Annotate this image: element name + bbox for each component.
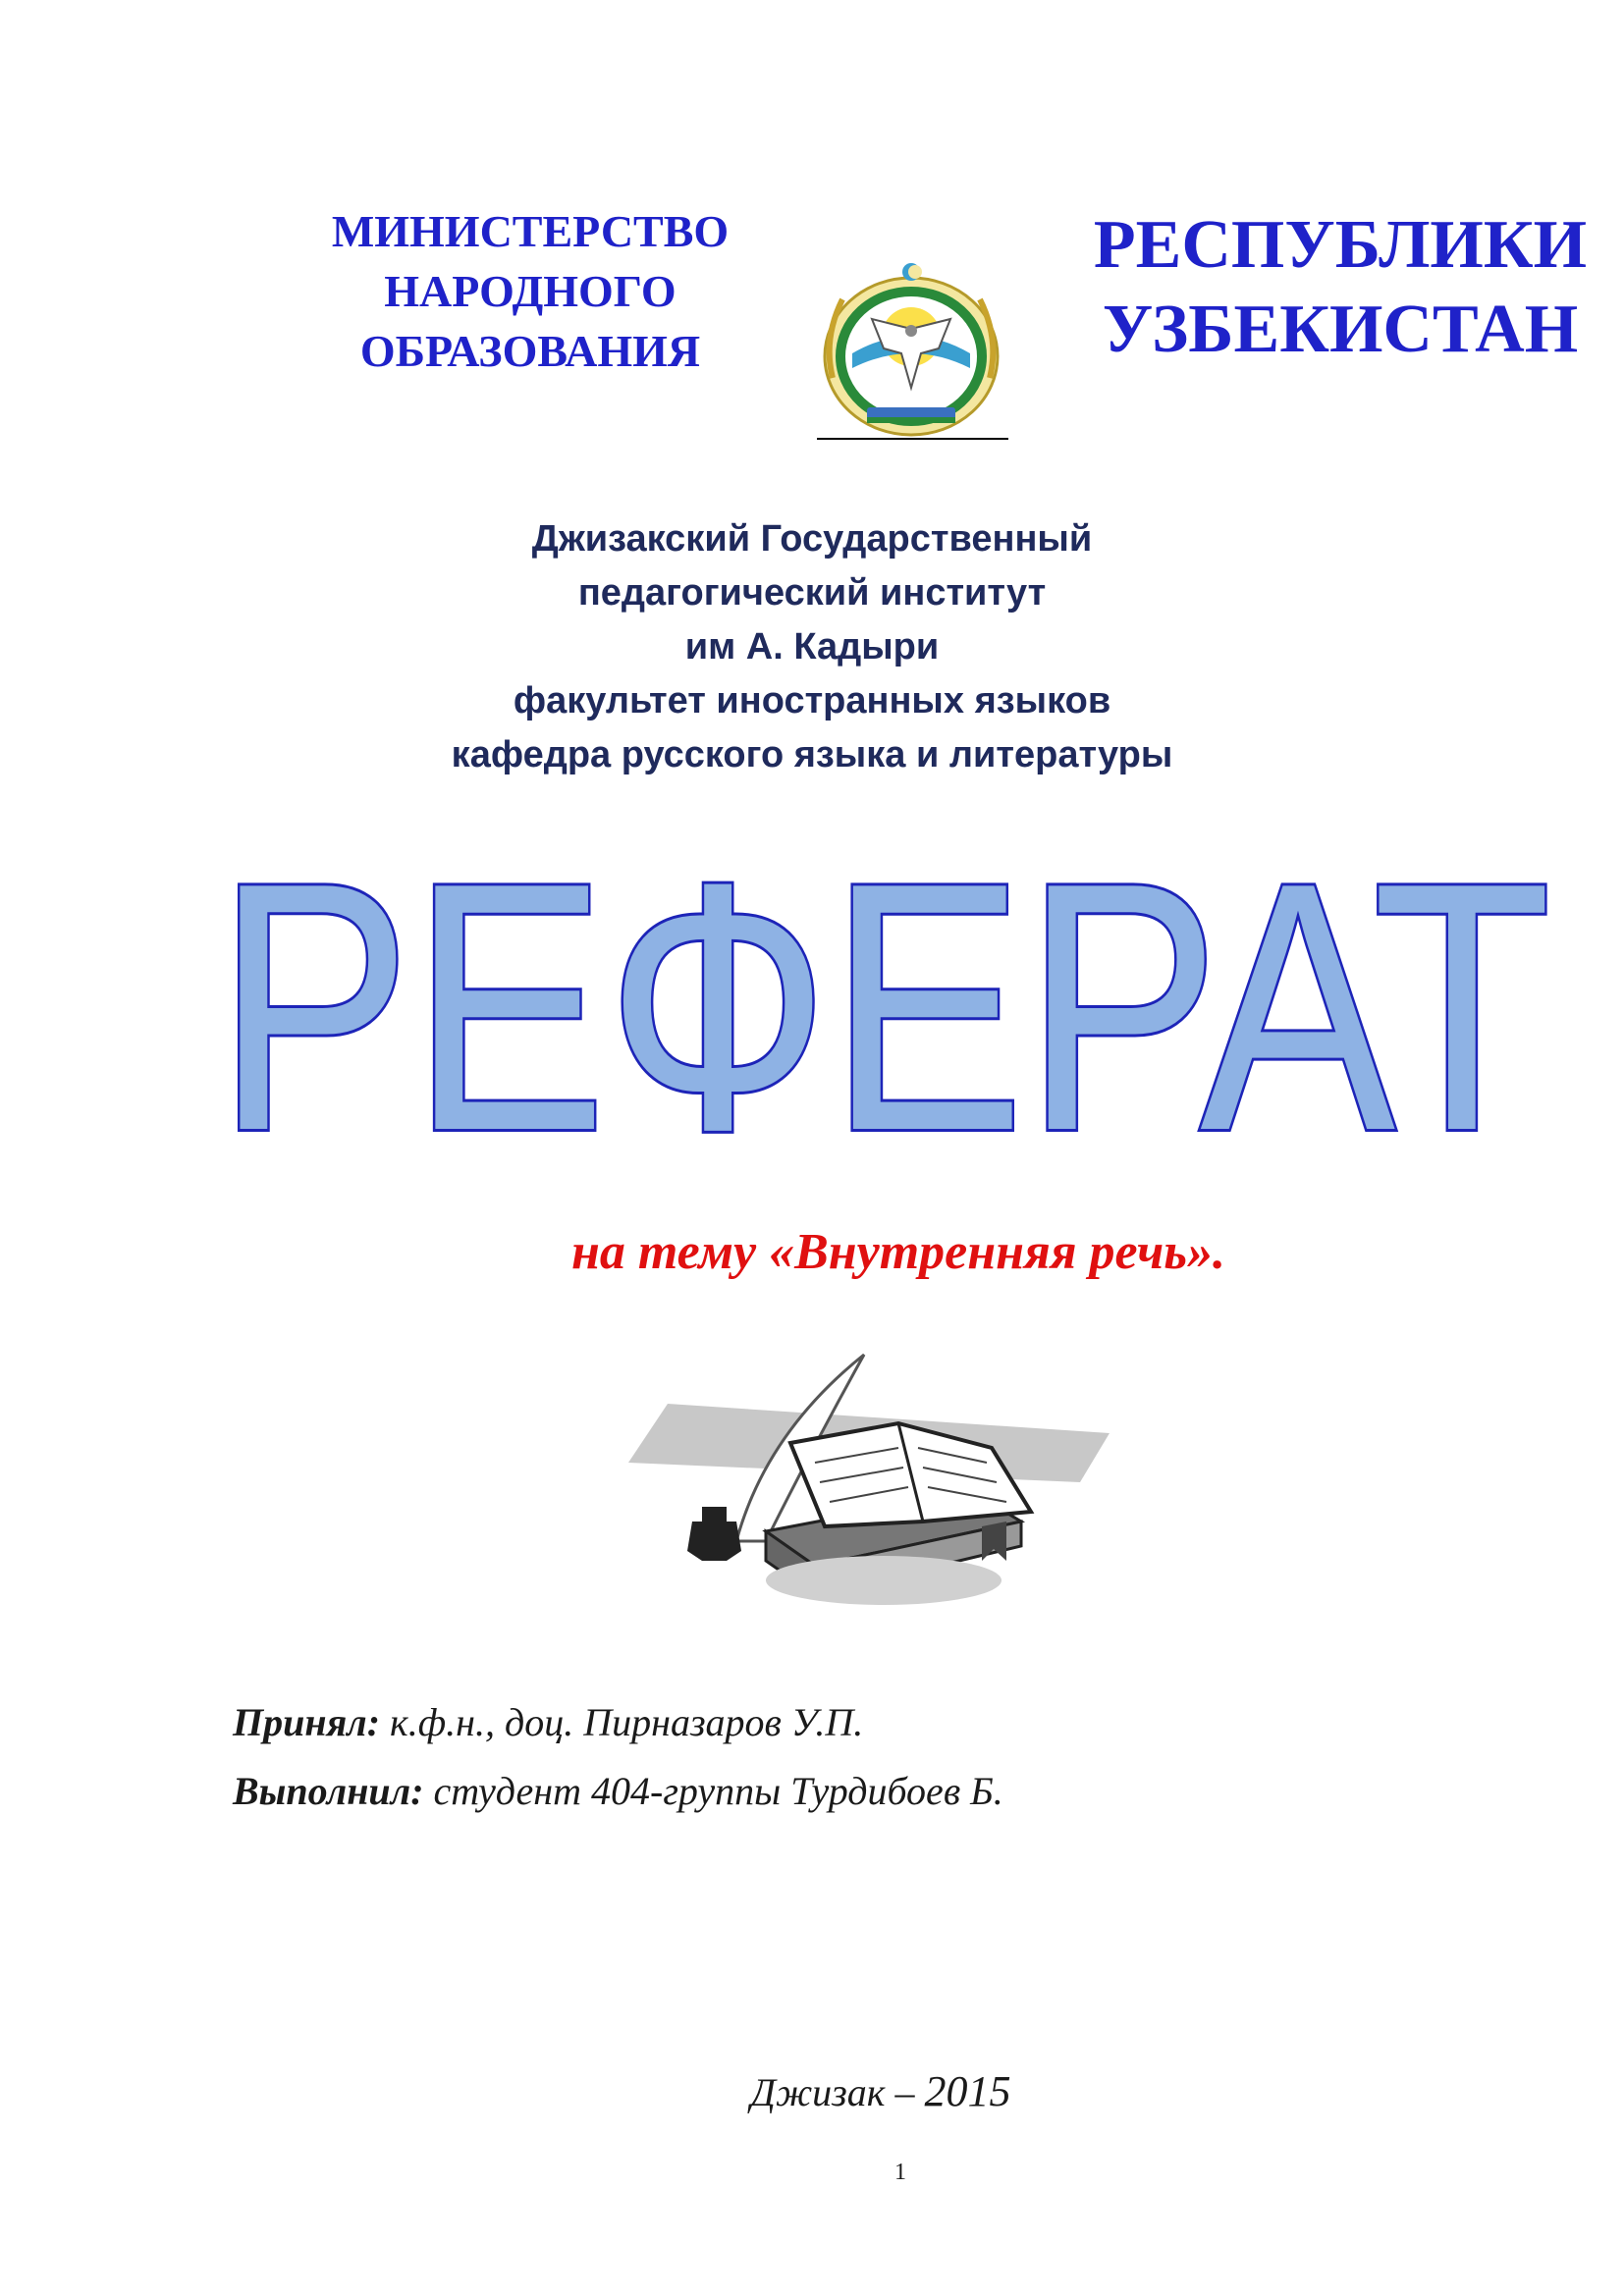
document-type-title [196, 844, 1571, 1158]
institute-line-1: Джизакский Государственный [531, 518, 1093, 560]
republic-line-1: РЕСПУБЛИКИ [1093, 207, 1588, 283]
year-text: 2015 [924, 2067, 1011, 2115]
books-and-quill-icon [619, 1315, 1129, 1629]
topic-line: на тему «Внутренняя речь». [570, 1224, 1226, 1280]
page-number: 1 [894, 2160, 906, 2185]
ministry-heading [295, 201, 766, 381]
institute-line-5: кафедра русского языка и литературы [451, 734, 1173, 775]
accepted-label: Принял: [233, 1700, 381, 1744]
ministry-line-3: ОБРАЗОВАНИЯ [359, 326, 701, 376]
signatures-block [233, 1688, 1411, 1826]
completed-value: студент 404-группы Турдибоев Б. [433, 1769, 1003, 1813]
accepted-value: к.ф.н., доц. Пирназаров У.П. [390, 1700, 864, 1744]
ministry-line-2: НАРОДНОГО [384, 266, 677, 316]
city-year [616, 2066, 1146, 2116]
republic-line-2: УЗБЕКИСТАН [1102, 292, 1579, 367]
emblem-underline [817, 438, 1008, 440]
republic-heading [1070, 203, 1610, 372]
completed-label: Выполнил: [233, 1769, 424, 1813]
accepted-by-row [233, 1688, 1411, 1757]
document-type-text: РЕФЕРАТ [216, 844, 1551, 1158]
institute-line-4: факультет иностранных языков [513, 680, 1111, 721]
city-text: Джизак – [750, 2070, 925, 2114]
institute-block [321, 512, 1303, 782]
completed-by-row [233, 1757, 1411, 1826]
institute-line-2: педагогический институт [577, 572, 1047, 614]
ministry-line-1: МИНИСТЕРСТВО [331, 206, 730, 256]
uzbekistan-state-emblem-icon [813, 260, 1009, 447]
institute-line-3: им А. Кадыри [684, 626, 940, 667]
